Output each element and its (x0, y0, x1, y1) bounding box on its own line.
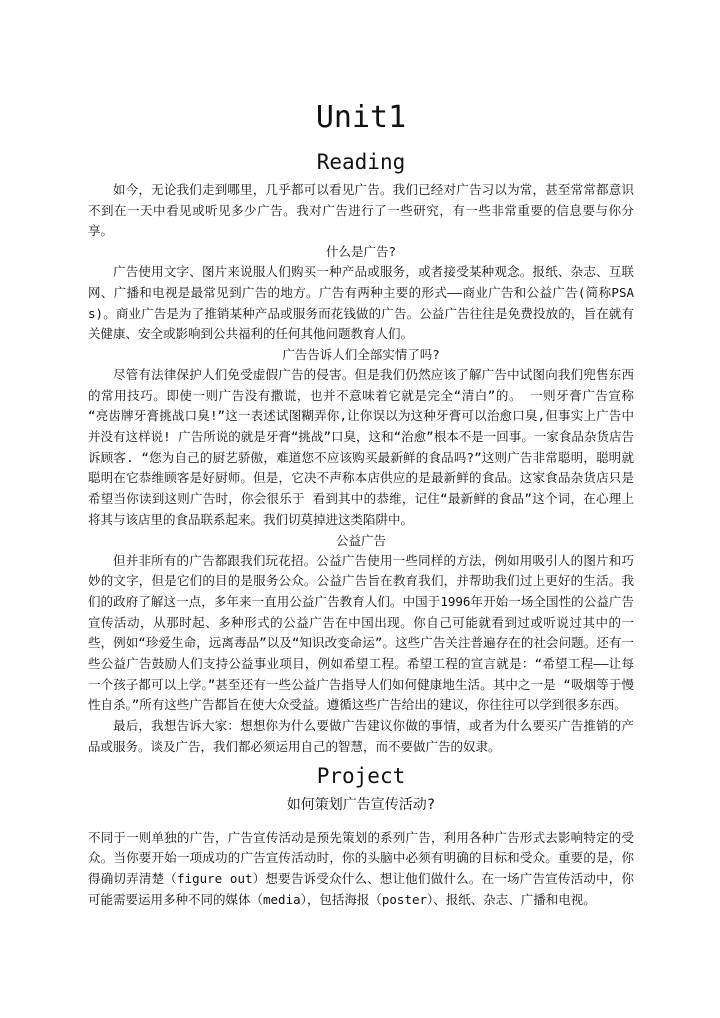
section-paragraph-what-is-ad: 广告使用文字、图片来说服人们购买一种产品或服务，或者接受某种观念。报纸、杂志、互联网、广播和电视是最常见到广告的地方。广告有两种主要的形式——商业广告和公益广告(简称PSAs)。商业广告是为了推销某种产品或服务而花钱做的广告。公益广告往往是免费投放的，旨在就有关健康、安全或影响到公共福利的任何其他问题教育人们。 (88, 264, 634, 342)
section-paragraph-psa: 但并非所有的广告都跟我们玩花招。公益广告使用一些同样的方法，例如用吸引人的图片和巧妙的文字，但是它们的目的是服务公众。公益广告旨在教育我们，并帮助我们过上更好的生活。我们的政府了解这一点，多年来一直用公益广告教育人们。中国于1996年开始一场全国性的公益广告宣传活动，从那时起、多种形式的公益广告在中国出现。你自己可能就看到过或听说过其中的一些，例如“珍爱生命，远离毒品”以及“知识改变命运”。这些广告关注普遍存在的社会问题。还有一些公益广告鼓励人们支持公益事业项目，例如希望工程。希望工程的宣言就是：“希望工程——让每一个孩子都可以上学。”甚至还有一些公益广告指导人们如何健康地生活。其中之一是 “吸烟等于慢性自杀。”所有这些广告都旨在使大众受益。遵循这些广告给出的建议，你往往可以学到很多东西。 (88, 552, 634, 713)
reading-intro-paragraph: 如今，无论我们走到哪里，几乎都可以看见广告。我们已经对广告习以为常，甚至常常都意识不到在一天中看见或听见多少广告。我对广告进行了一些研究，有一些非常重要的信息要与你分享。 (88, 182, 634, 239)
project-subheading: 如何策划广告宣传活动? (286, 796, 436, 813)
reading-heading: Reading (316, 150, 406, 174)
section-heading-what-is-ad: 什么是广告? (325, 244, 397, 260)
project-heading: Project (316, 763, 406, 788)
section-paragraph-truth: 尽管有法律保护人们免受虚假广告的侵害。但是我们仍然应该了解广告中试图向我们兜售东西的常用技巧。即使一则广告没有撒谎，也并不意味着它就是完全“清白”的。 一则牙膏广告宣称 “亮齿牌牙膏挑战口臭!”这一表述试图糊弄你,让你误以为这种牙膏可以治愈口臭,但事实上广告中并没有这样说! 广告所说的就是牙膏“挑战”口臭，这和“治愈”根本不是一回事。一家食品杂货店告诉顾客. “您为自己的厨艺骄傲，难道您不应该购买最新鲜的食品吗?”这则广告非常聪明，聪明就聪明在它恭维顾客是好厨师。但是，它决不声称本店供应的是最新鲜的食品。这家食品杂货店只是希望当你读到这则广告时，你会很乐于 看到其中的恭维，记住“最新鲜的食品”这个词，在心理上将其与该店里的食品联系起来。我们切莫掉进这类陷阱中。 (88, 366, 634, 527)
section-paragraph-conclusion: 最后，我想告诉大家：想想你为什么要做广告建议你做的事情，或者为什么要买广告推销的产品或服务。谈及广告，我们都必须运用自己的智慧，而不要做广告的奴隶。 (88, 718, 634, 754)
section-heading-psa: 公益广告 (335, 532, 386, 548)
project-paragraph: 不同于一则单独的广告，广告宣传活动是预先策划的系列广告，利用各种广告形式去影响特定的受众。当你要开始一项成功的广告宣传活动时，你的头脑中必须有明确的目标和受众。重要的是，你得确切弄清楚（figure out）想要告诉受众什么、想让他们做什么。在一场广告宣传活动中，你可能需要运用多种不同的媒体（media），包括海报（poster）、报纸、杂志、广播和电视。 (88, 829, 634, 907)
section-heading-truth: 广告告诉人们全部实情了吗? (282, 346, 440, 362)
unit-title: Unit1 (315, 100, 407, 135)
document-page (88, 96, 634, 910)
